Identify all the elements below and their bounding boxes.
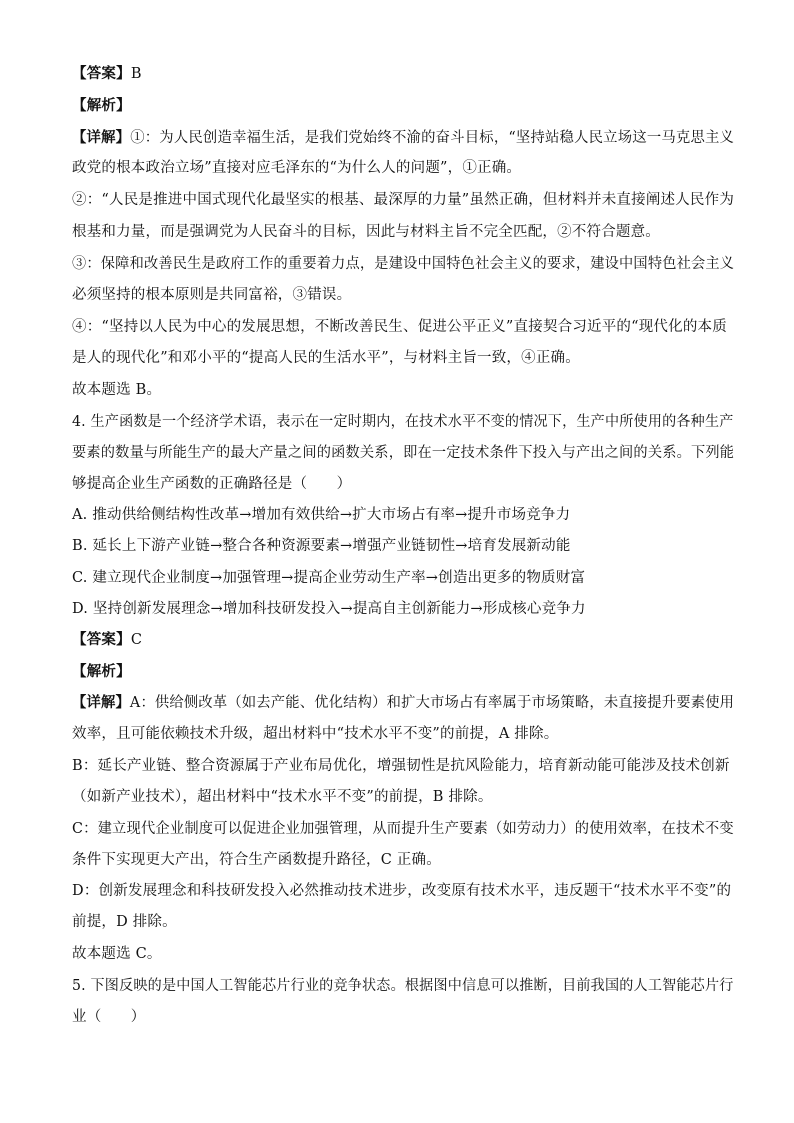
q3-detail-line-7: 是人的现代化”和邓小平的“提高人民的生活水平”，与材料主旨一致，④正确。 [72,350,580,366]
q4-detail-line-0: 【详解】A：供给侧改革（如去产能、优化结构）和扩大市场占有率属于市场策略，未直接提升要素使用 [72,694,735,711]
q4-detail-line-1: 效率，且可能依赖技术升级，超出材料中“技术水平不变”的前提，A 排除。 [72,726,559,742]
q4-stem-line-0: 4. 生产函数是一个经济学术语，表示在一定时期内，在技术水平不变的情况下，生产中所使用的各种生产 [72,414,734,430]
q4-option-a: A. 推动供给侧结构性改革→增加有效供给→扩大市场占有率→提升市场竞争力 [72,507,571,523]
q4-option-c: C. 建立现代企业制度→加强管理→提高企业劳动生产率→创造出更多的物质财富 [72,570,586,586]
q4-answer [72,630,142,650]
q4-analysis-label: 【解析】 [72,663,131,680]
q4-stem-line-1: 要素的数量与所能生产的最大产量之间的函数关系，即在一定技术条件下投入与产出之间的关系。下列能 [72,445,735,461]
q3-detail-line-3: 根基和力量，而是强调党为人民奋斗的目标，因此与材料主旨不完全匹配，②不符合题意。 [72,224,660,240]
detail-label: 【详解】 [72,129,131,146]
q4-detail-line-6: D：创新发展理念和科技研发投入必然推动技术进步，改变原有技术水平，违反题干“技术水平不变”的 [72,883,732,899]
detail-label: 【详解】 [72,694,130,711]
q4-option-b: B. 延长上下游产业链→整合各种资源要素→增强产业链韧性→培育发展新动能 [72,538,571,554]
answer-value: B [130,66,142,82]
answer-label: 【答案】 [72,65,131,82]
q3-detail-line-1: 政党的根本政治立场”直接对应毛泽东的“为什么人的问题”，①正确。 [72,160,522,176]
q3-detail-line-4: ③：保障和改善民生是政府工作的重要着力点，是建设中国特色社会主义的要求，建设中国特色社会主义 [72,256,735,272]
q4-detail-line-5: 条件下实现更大产出，符合生产函数提升路径，C 正确。 [72,852,441,868]
q3-analysis-label: 【解析】 [72,97,131,114]
q5-stem-line-0: 5. 下图反映的是中国人工智能芯片行业的竞争状态。根据图中信息可以推断，目前我国的人工智能芯片行 [72,978,734,994]
q4-conclusion: 故本题选 C。 [72,946,162,962]
q3-detail-line-5: 必须坚持的根本原则是共同富裕，③错误。 [72,287,352,303]
q3-detail-line-0: 【详解】①：为人民创造幸福生活，是我们党始终不渝的奋斗目标，“坚持站稳人民立场这一马克思主义 [72,129,735,146]
q4-detail-line-3: （如新产业技术），超出材料中“技术水平不变”的前提，B 排除。 [72,789,493,805]
q4-stem-line-2: 够提高企业生产函数的正确路径是（ ） [72,476,352,492]
q3-detail-line-6: ④：“坚持以人民为中心的发展思想，不断改善民生、促进公平正义”直接契合习近平的“现代化的本质 [72,319,727,335]
answer-value: C [130,632,143,648]
q4-option-d: D. 坚持创新发展理念→增加科技研发投入→提高自主创新能力→形成核心竞争力 [72,601,586,617]
q3-answer [72,64,142,84]
q4-detail-line-7: 前提，D 排除。 [72,914,177,930]
q5-stem-line-1: 业（ ） [72,1009,146,1025]
q3-conclusion: 故本题选 B。 [72,382,162,398]
q3-detail-line-2: ②：“人民是推进中国式现代化最坚实的根基、最深厚的力量”虽然正确，但材料并未直接阐述人民作为 [72,192,735,208]
q4-detail-line-4: C：建立现代企业制度可以促进企业加强管理，从而提升生产要素（如劳动力）的使用效率，在技术不变 [72,821,734,837]
answer-label: 【答案】 [72,631,131,648]
q4-detail-line-2: B：延长产业链、整合资源属于产业布局优化，增强韧性是抗风险能力，培育新动能可能涉及技术创新 [72,758,730,774]
